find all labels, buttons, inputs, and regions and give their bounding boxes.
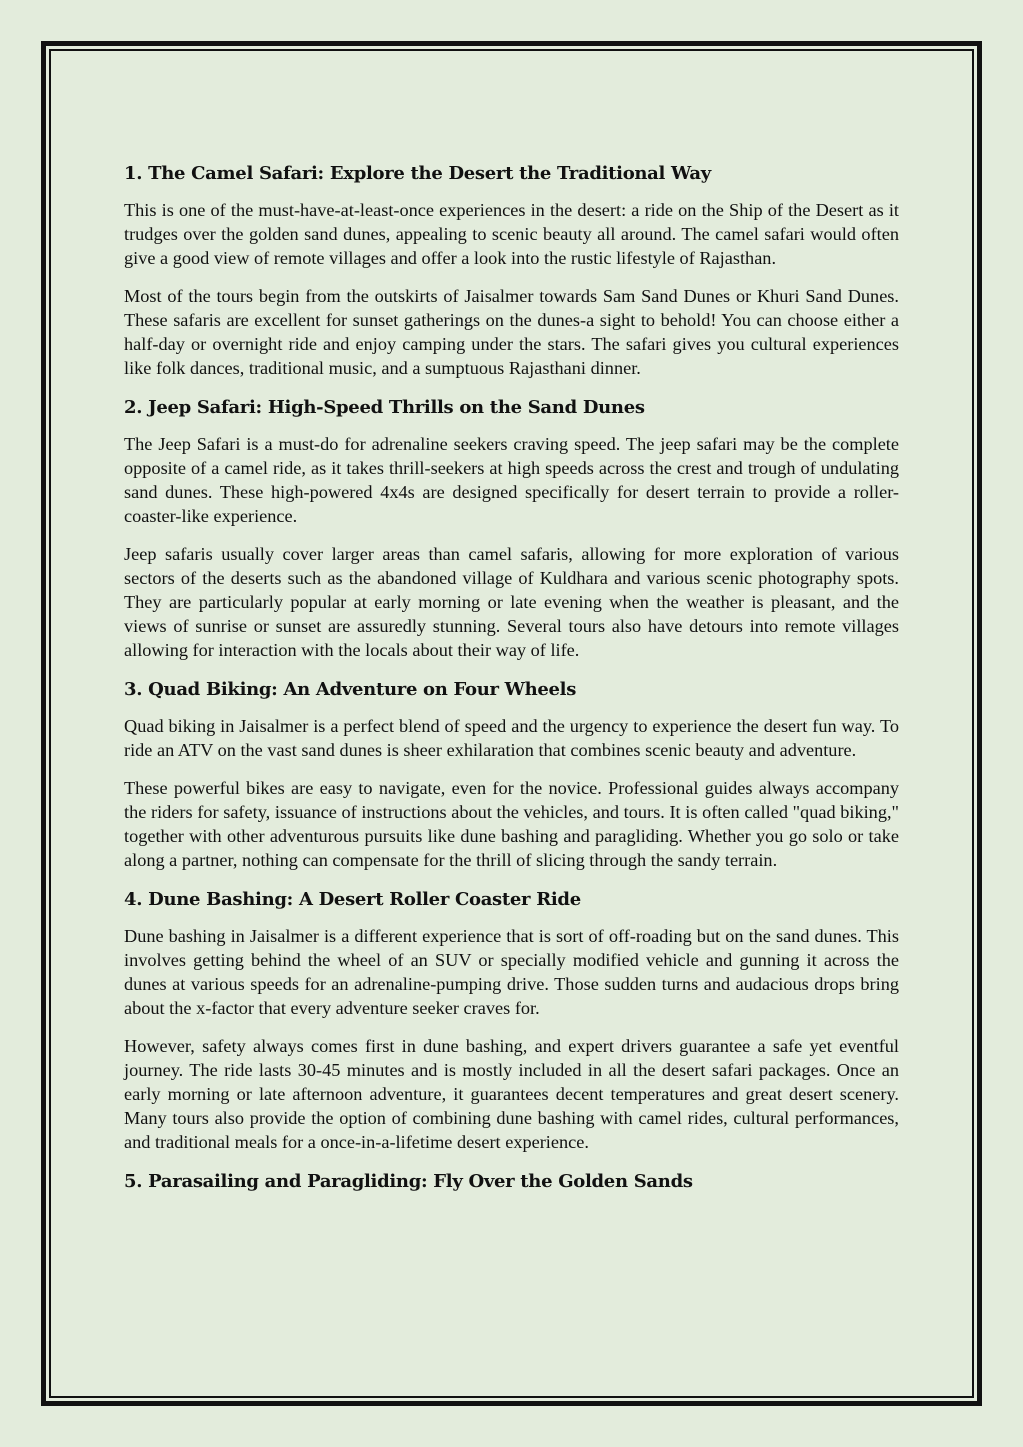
section-jeep-safari <box>124 394 899 662</box>
paragraph: However, safety always comes first in dune bashing, and expert drivers guarantee a safe yet eventful journey. The ride lasts 30-45 minutes and is mostly included in all the desert safari packages. Once an early morning or late afternoon adventure, it guarantees decent temperatures and great desert scenery. Many tours also provide the option of combining dune bashing with camel rides, cultural performances, and traditional meals for a once-in-a-lifetime desert experience. <box>124 1036 899 1152</box>
paragraph: Jeep safaris usually cover larger areas than camel safaris, allowing for more exploration of various sectors of the deserts such as the abandoned village of Kuldhara and various scenic photography spots. They are particularly popular at early morning or late evening when the weather is pleasant, and the views of sunrise or sunset are assuredly stunning. Several tours also have detours into remote villages allowing for interaction with the locals about their way of life. <box>124 544 899 660</box>
paragraph: Quad biking in Jaisalmer is a perfect blend of speed and the urgency to experience the desert fun way. To ride an ATV on the vast sand dunes is sheer exhilaration that combines scenic beauty and adventure. <box>124 716 899 760</box>
section-parasailing <box>124 1168 899 1196</box>
section-heading: 5. Parasailing and Paragliding: Fly Over the Golden Sands <box>124 1171 693 1192</box>
section-quad-biking <box>124 676 899 872</box>
paragraph: These powerful bikes are easy to navigate, even for the novice. Professional guides always accompany the riders for safety, issuance of instructions about the vehicles, and tours. It is often called "quad biking," together with other adventurous pursuits like dune bashing and paragliding. Whether you go solo or take along a partner, nothing can compensate for the thrill of slicing through the sandy terrain. <box>124 778 899 870</box>
paragraph: Most of the tours begin from the outskirts of Jaisalmer towards Sam Sand Dunes or Khuri Sand Dunes. These safaris are excellent for sunset gatherings on the dunes-a sight to behold! You can choose either a half-day or overnight ride and enjoy camping under the stars. The safari gives you cultural experiences like folk dances, traditional music, and a sumptuous Rajasthani dinner. <box>124 286 899 378</box>
paragraph: This is one of the must-have-at-least-once experiences in the desert: a ride on the Ship of the Desert as it trudges over the golden sand dunes, appealing to scenic beauty all around. The camel safari would often give a good view of remote villages and offer a look into the rustic lifestyle of Rajasthan. <box>124 200 899 268</box>
section-camel-safari <box>124 160 899 380</box>
section-heading: 1. The Camel Safari: Explore the Desert the Traditional Way <box>124 163 711 184</box>
section-heading: 2. Jeep Safari: High-Speed Thrills on the Sand Dunes <box>124 397 645 418</box>
section-heading: 3. Quad Biking: An Adventure on Four Wheels <box>124 679 577 700</box>
section-heading: 4. Dune Bashing: A Desert Roller Coaster Ride <box>124 889 581 910</box>
document-body <box>124 160 899 1206</box>
paragraph: The Jeep Safari is a must-do for adrenaline seekers craving speed. The jeep safari may be the complete opposite of a camel ride, as it takes thrill-seekers at high speeds across the crest and trough of undulating sand dunes. These high-powered 4x4s are designed specifically for desert terrain to provide a roller-coaster-like experience. <box>124 434 899 526</box>
paragraph: Dune bashing in Jaisalmer is a different experience that is sort of off-roading but on the sand dunes. This involves getting behind the wheel of an SUV or specially modified vehicle and gunning it across the dunes at various speeds for an adrenaline-pumping drive. Those sudden turns and audacious drops bring about the x-factor that every adventure seeker craves for. <box>124 926 899 1018</box>
section-dune-bashing <box>124 886 899 1154</box>
